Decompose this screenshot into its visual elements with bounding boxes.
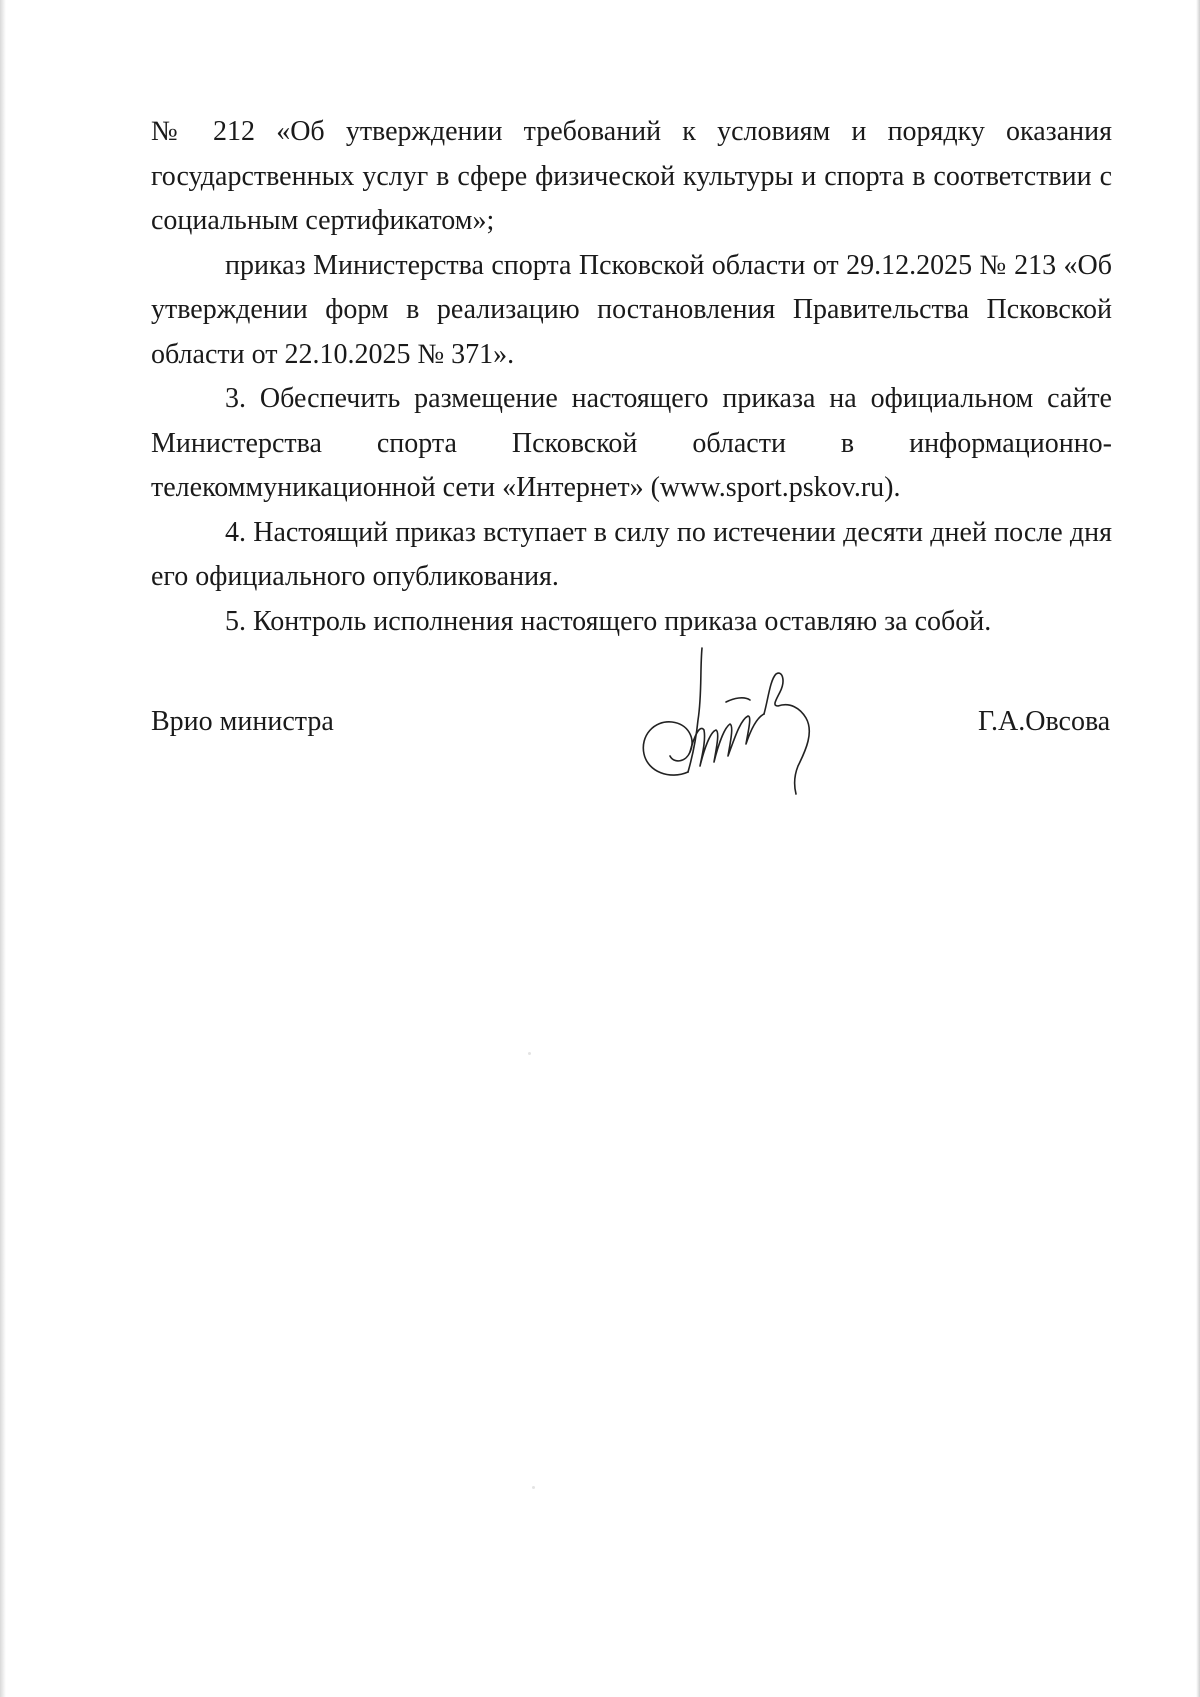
- signatory-title: Врио министра: [151, 706, 334, 737]
- scan-edge-right: [1196, 0, 1200, 1697]
- signatory-name: Г.А.Овсова: [978, 706, 1111, 737]
- handwritten-signature: [630, 640, 840, 800]
- paragraph-item-4: 4. Настоящий приказ вступает в силу по истечении десяти дней после дня его официального опубликования.: [151, 516, 1112, 592]
- paragraph-item-3: 3. Обеспечить размещение настоящего приказа на официальном сайте Министерства спорта Псковской области в информационно-телекоммуникационной сети «Интернет» (www.sport.pskov.ru).: [151, 383, 1112, 503]
- paragraph-order-reference: приказ Министерства спорта Псковской области от 29.12.2025 № 213 «Об утверждении форм в реализацию постановления Правительства Псковской области от 22.10.2025 № 371».: [151, 249, 1112, 370]
- scan-speck: [532, 1486, 535, 1489]
- scan-edge-left: [0, 0, 6, 1697]
- document-body: [151, 110, 1112, 644]
- paragraph-continuation: № 212 «Об утверждении требований к условиям и порядку оказания государственных услуг в сфере физической культуры и спорта в соответствии с социальным сертификатом»;: [151, 116, 1112, 236]
- scan-speck: [528, 1052, 531, 1055]
- paragraph-item-5: 5. Контроль исполнения настоящего приказа оставляю за собой.: [225, 605, 992, 637]
